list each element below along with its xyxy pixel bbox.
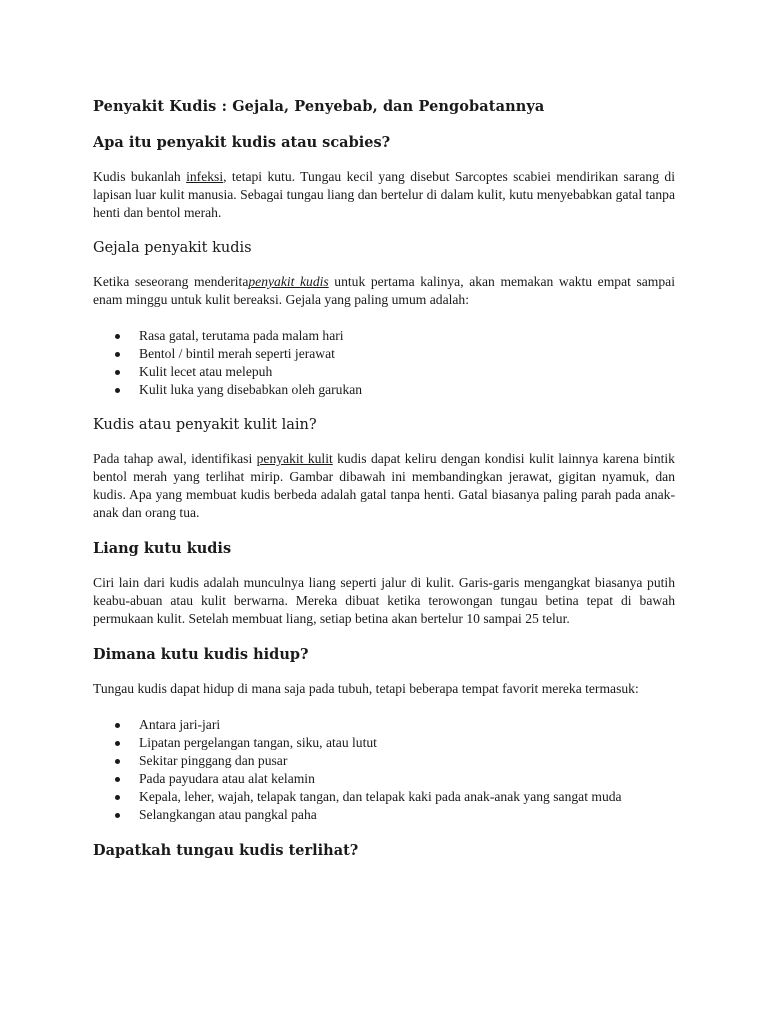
list-item: Sekitar pinggang dan pusar — [139, 752, 675, 770]
document-title: Penyakit Kudis : Gejala, Penyebab, dan Pengobatannya — [93, 98, 545, 115]
section-heading: Liang kutu kudis — [93, 540, 232, 557]
paragraph: Ciri lain dari kudis adalah munculnya liang seperti jalur di kulit. Garis-garis mengangkat biasanya putih keabu-abuan atau kulit berwarna. Mereka dibuat ketika terowongan tungau betina tepat di bawah permukaan kulit. Setelah membuat liang, setiap betina akan bertelur 10 sampai 25 telur. — [93, 575, 675, 626]
text-run: Pada tahap awal, identifikasi — [93, 451, 257, 466]
list-item: Selangkangan atau pangkal paha — [139, 806, 675, 824]
paragraph — [93, 273, 675, 309]
text-run: Ketika seseorang menderita — [93, 274, 249, 289]
text-run: Kudis bukanlah — [93, 169, 187, 184]
section-heading: Dapatkah tungau kudis terlihat? — [93, 842, 359, 859]
text-run: untuk pertama kalinya, akan memakan waktu empat sampai enam minggu untuk kulit bereaksi. Gejala yang paling umum adalah: — [93, 274, 675, 307]
list-item: Antara jari-jari — [139, 716, 675, 734]
section-heading: Dimana kutu kudis hidup? — [93, 646, 309, 663]
bullet-list — [93, 327, 675, 399]
paragraph: Tungau kudis dapat hidup di mana saja pada tubuh, tetapi beberapa tempat favorit mereka termasuk: — [93, 681, 639, 696]
list-item: Kulit lecet atau melepuh — [139, 363, 675, 381]
link-penyakit-kudis[interactable]: penyakit kudis — [248, 274, 329, 289]
list-item: Kepala, leher, wajah, telapak tangan, dan telapak kaki pada anak-anak yang sangat muda — [139, 788, 675, 806]
list-item: Rasa gatal, terutama pada malam hari — [139, 327, 675, 345]
paragraph — [93, 450, 675, 522]
link-penyakit-kulit[interactable]: penyakit kulit — [256, 451, 333, 466]
paragraph — [93, 168, 675, 222]
section-heading: Apa itu penyakit kudis atau scabies? — [93, 134, 391, 151]
text-run: kudis dapat keliru dengan kondisi kulit lainnya karena bintik bentol merah yang terlihat mirip. Gambar dibawah ini membandingkan jerawat, gigitan nyamuk, dan kudis. Apa yang membuat kudis berbeda adalah gatal tanpa henti. Gatal biasanya paling parah pada anak-anak dan orang tua. — [93, 451, 675, 520]
section-heading: Gejala penyakit kudis — [93, 240, 252, 256]
list-item: Kulit luka yang disebabkan oleh garukan — [139, 381, 675, 399]
text-run: , tetapi kutu. Tungau kecil yang disebut Sarcoptes scabiei mendirikan sarang di lapisan luar kulit manusia. Sebagai tungau liang dan bertelur di dalam kulit, kutu menyebabkan gatal tanpa henti dan bentol merah. — [93, 169, 675, 220]
link-infeksi[interactable]: infeksi — [186, 169, 224, 184]
list-item: Pada payudara atau alat kelamin — [139, 770, 675, 788]
section-heading: Kudis atau penyakit kulit lain? — [93, 417, 317, 433]
list-item: Lipatan pergelangan tangan, siku, atau lutut — [139, 734, 675, 752]
list-item: Bentol / bintil merah seperti jerawat — [139, 345, 675, 363]
bullet-list — [93, 716, 675, 824]
